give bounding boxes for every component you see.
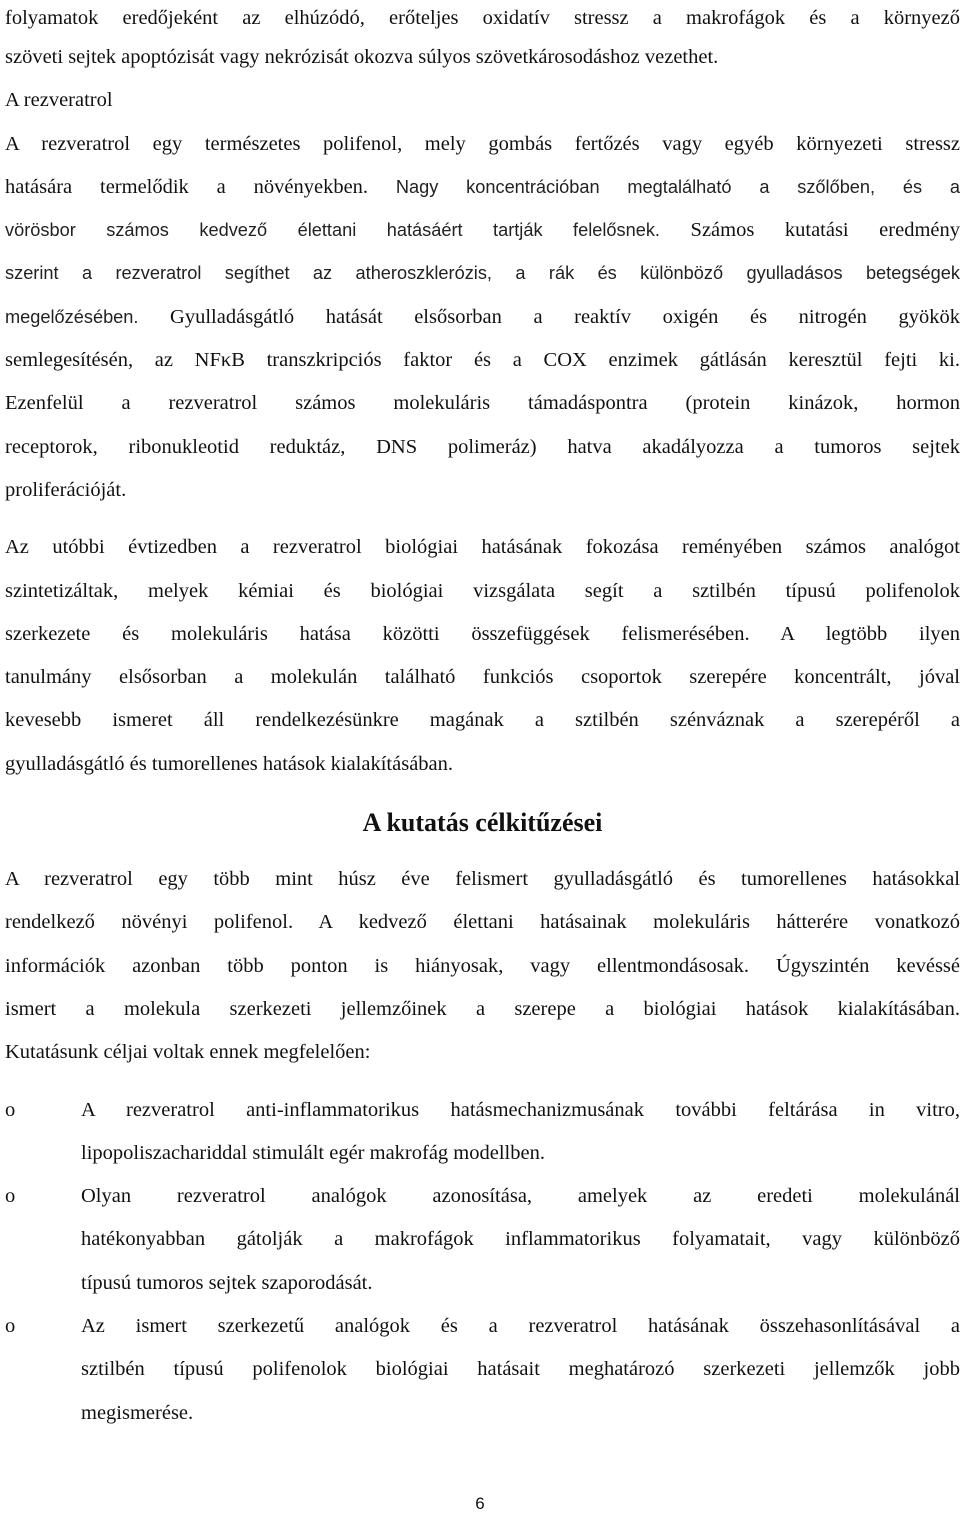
subheading-rezveratrol: A rezveratrol [5,89,113,112]
text-line: proliferációját. [5,478,127,501]
aims-paragraph [5,858,960,1074]
list-item [5,1175,960,1305]
text-line: folyamatok eredőjeként az elhúzódó, erőteljes oxidatív stressz a makrofágok és a környező [5,7,960,29]
bullet-line [5,1305,960,1348]
paragraph-gap [5,512,960,526]
text-line: A rezveratrol egy természetes polifenol, mely gombás fertőzés vagy egyéb környezeti stressz [5,132,960,155]
bullet-text: A rezveratrol anti-inflammatorikus hatásmechanizmusának további feltárása in vitro, [81,1098,960,1121]
bullet-text: Olyan rezveratrol analógok azonosítása, amelyek az eredeti molekulánál [81,1185,960,1208]
bullet-line [5,1089,960,1132]
section-title: A kutatás célkitűzései [362,808,603,838]
bullet-marker: o [5,1315,16,1338]
text-line: szerint a rezveratrol segíthet az atheroszklerózis, a rák és különböző gyulladásos betegségek [5,263,960,284]
text-span: Nagy koncentrációban megtalálható a szőlőben, és a [395,176,960,197]
text-line: információk azonban több ponton is hiányosak, vagy ellentmondásosak. Úgyszintén kevéssé [5,954,960,977]
text-line: szöveti sejtek apoptózisát vagy nekrózisát okozva súlyos szövetkárosodáshoz vezethet. [5,46,719,68]
text-line: tanulmány elsősorban a molekulán található funkciós csoportok szerepére koncentrált, jóval [5,666,960,689]
text-line: kevesebb ismeret áll rendelkezésünkre magának a sztilbén szénváznak a szerepéről a [5,709,960,732]
bullet-continuation: lipopoliszachariddal stimulált egér makrofág modellben. [81,1141,545,1164]
text-span: Számos kutatási eredmény [690,219,960,242]
text-span: megelőzésében. [5,306,139,327]
text-span: vörösbor számos kedvező élettani hatásáért tartják felelősnek. [5,220,660,241]
list-item [5,1305,960,1435]
text-line-mixed [5,209,960,252]
bullet-marker: o [5,1185,16,1208]
aims-bullet-list [5,1089,960,1435]
text-line: receptorok, ribonukleotid reduktáz, DNS polimeráz) hatva akadályozza a tumoros sejtek [5,435,960,458]
text-line: Ezenfelül a rezveratrol számos molekuláris támadáspontra (protein kinázok, hormon [5,392,960,415]
text-line-mixed [5,166,960,209]
page-number: 6 [475,1494,485,1513]
text-line: szintetizáltak, melyek kémiai és biológiai vizsgálata segít a sztilbén típusú polifenolok [5,579,960,602]
text-line: A rezveratrol egy több mint húsz éve felismert gyulladásgátló és tumorellenes hatásokkal [5,868,960,891]
text-span: Gyulladásgátló hatását elsősorban a reaktív oxigén és nitrogén gyökök [170,305,960,328]
bullet-text: Az ismert szerkezetű analógok és a rezveratrol hatásának összehasonlításával a [81,1315,960,1338]
list-item [5,1089,960,1176]
bullet-continuation: megismerése. [81,1401,194,1424]
text-line: Az utóbbi évtizedben a rezveratrol biológiai hatásának fokozása reményében számos analógot [5,536,960,559]
text-line-mixed [5,296,960,339]
text-line: ismert a molekula szerkezeti jellemzőinek a szerepe a biológiai hatások kialakításában. [5,997,960,1020]
text-span: hatására termelődik a növényekben. [5,175,369,198]
text-line: semlegesítésén, az NFκB transzkripciós faktor és a COX enzimek gátlásán keresztül fejti ki. [5,349,960,372]
bullet-continuation: hatékonyabban gátolják a makrofágok inflammatorikus folyamatait, vagy különböző [81,1228,960,1251]
intro-paragraph [5,0,960,79]
text-line: szerkezete és molekuláris hatása közötti összefüggések felismerésében. A legtöbb ilyen [5,622,960,645]
bullet-continuation: típusú tumoros sejtek szaporodását. [81,1271,373,1294]
resveratrol-paragraph [5,123,960,513]
bullet-continuation: sztilbén típusú polifenolok biológiai hatásait meghatározó szerkezeti jellemzők jobb [81,1358,960,1381]
text-line: gyulladásgátló és tumorellenes hatások kialakításában. [5,752,454,775]
document-page [5,0,960,1435]
text-line: rendelkező növényi polifenol. A kedvező élettani hatásainak molekuláris hátterére vonatkozó [5,911,960,934]
text-line: Kutatásunk céljai voltak ennek megfelelően: [5,1041,371,1064]
paragraph-gap [5,1075,960,1089]
bullet-marker: o [5,1098,16,1121]
analog-paragraph [5,526,960,786]
bullet-line [5,1175,960,1218]
